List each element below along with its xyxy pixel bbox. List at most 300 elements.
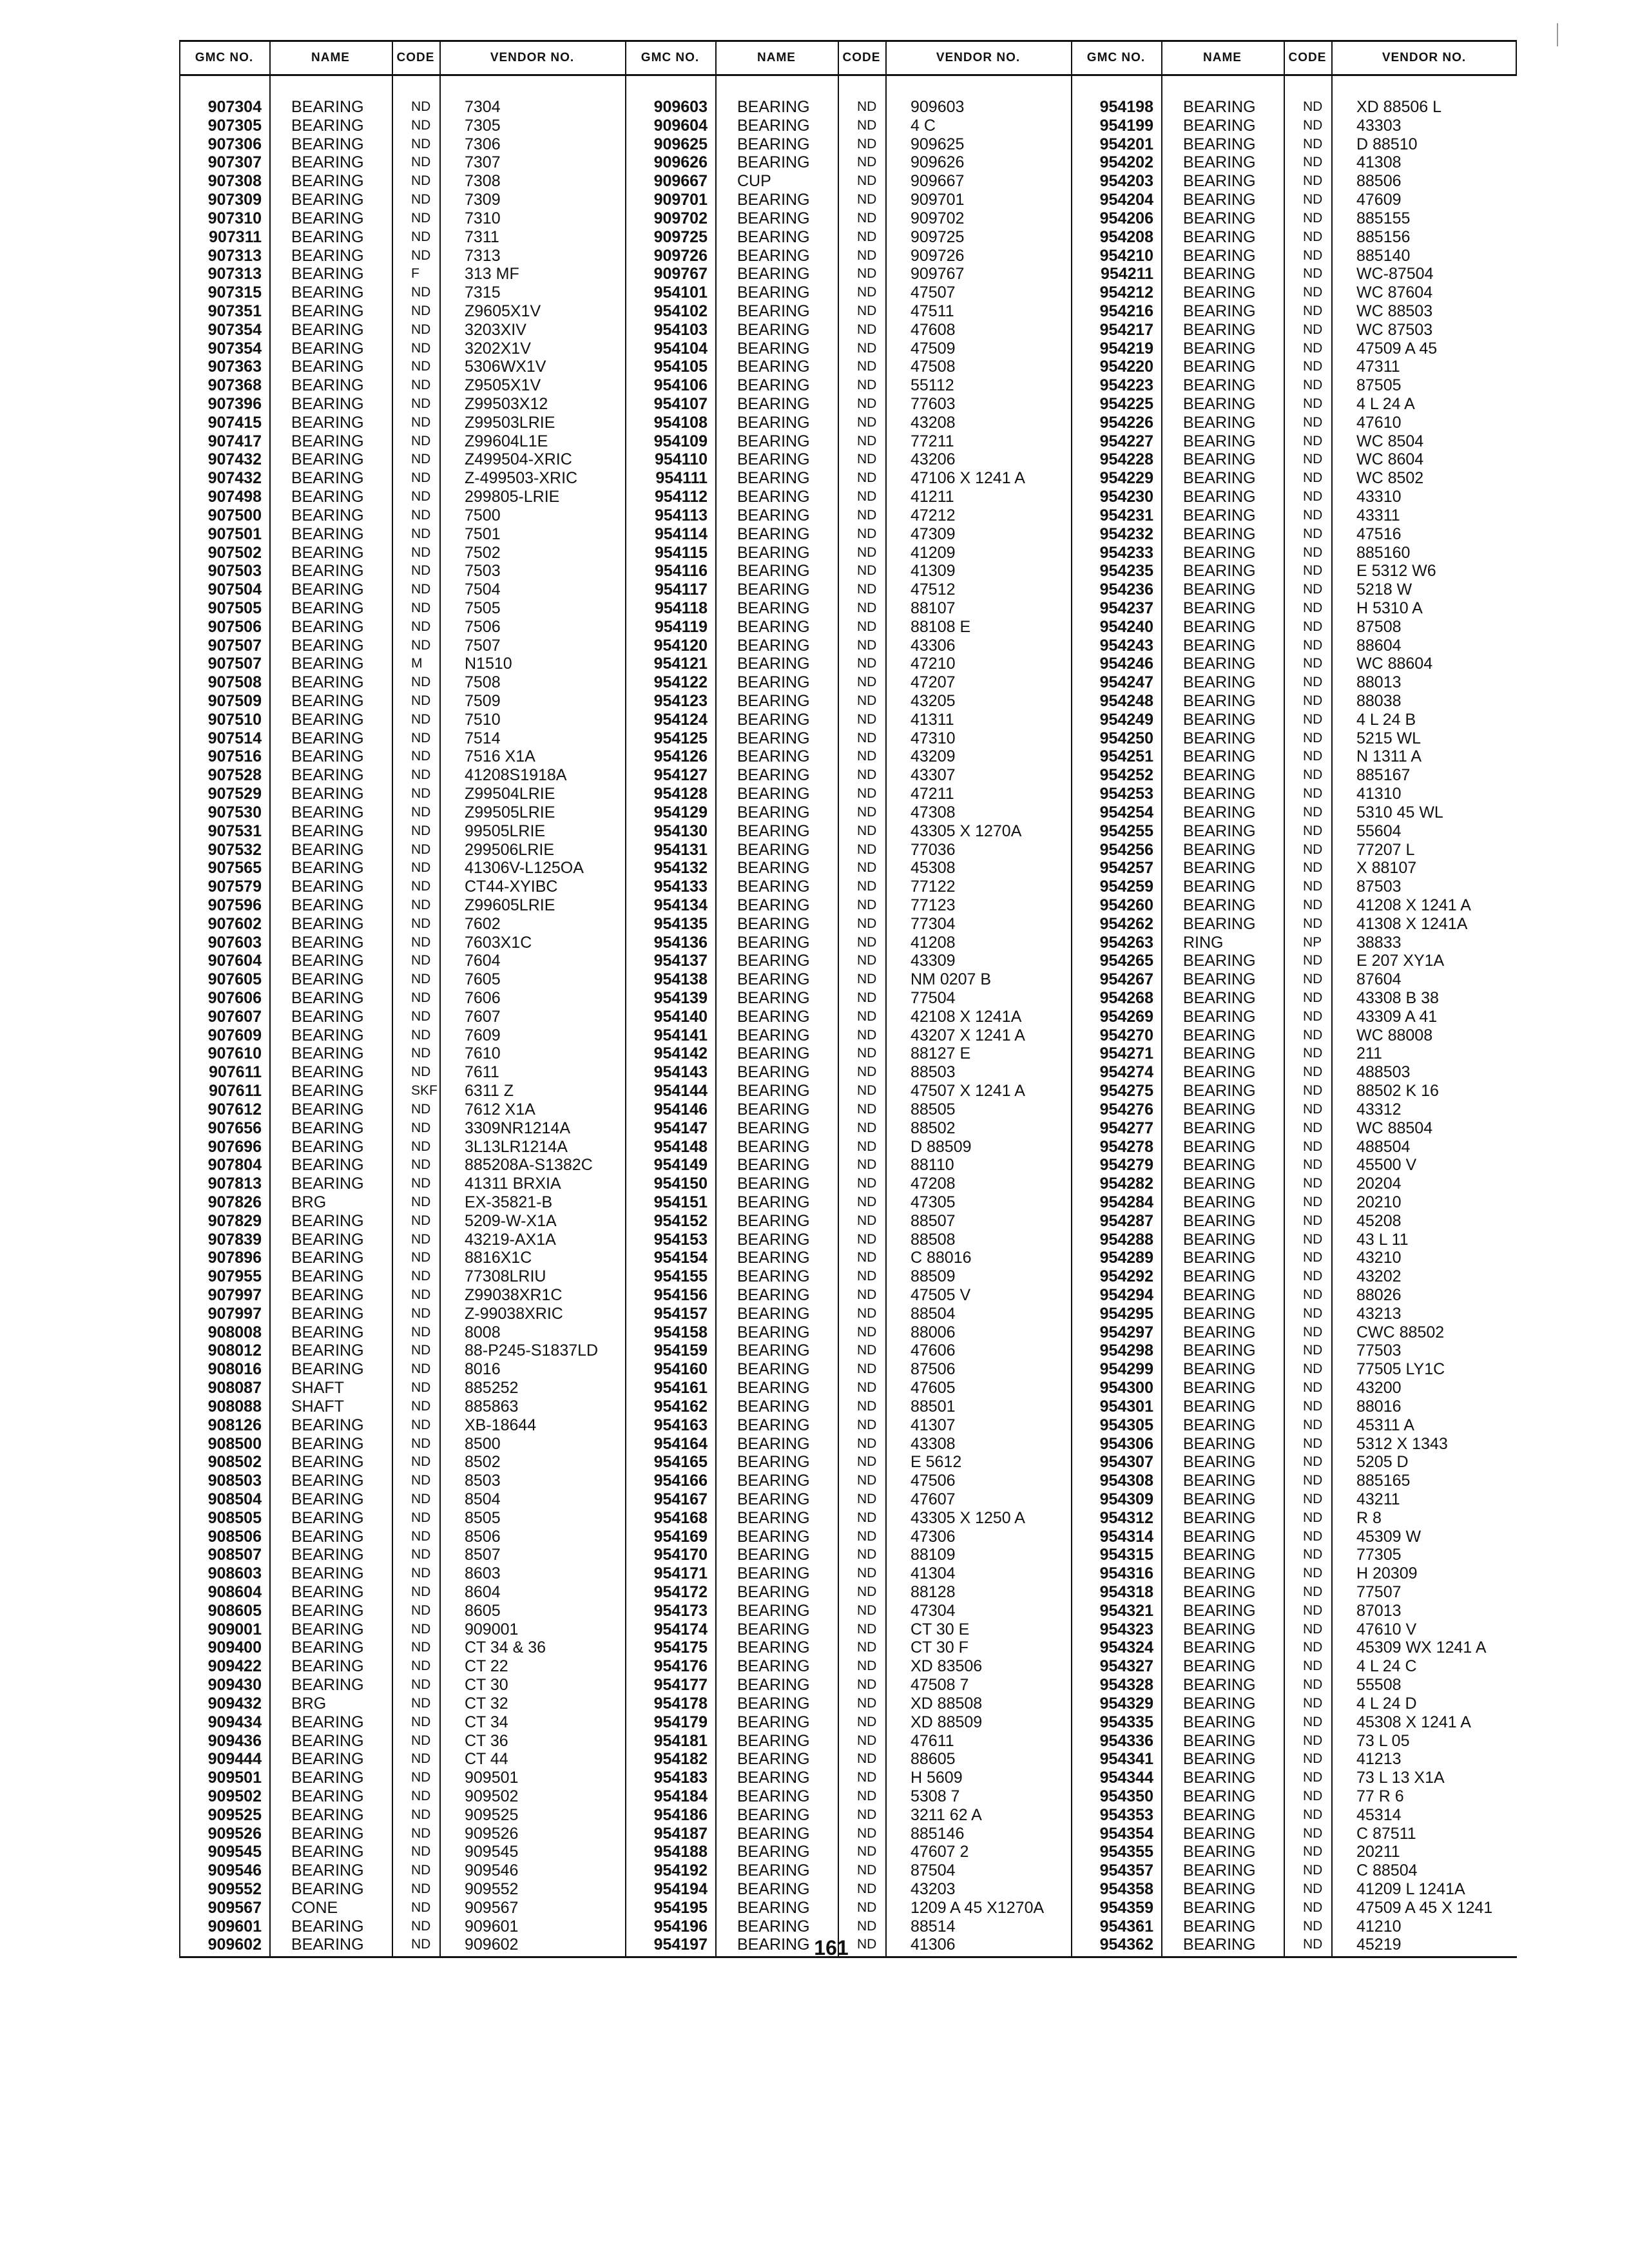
gmc-number: 908505 [207,1508,262,1527]
gmc-number: 954223 [1099,376,1153,395]
gmc-number: 954139 [653,989,708,1007]
vendor-code: ND [857,823,877,838]
part-name: BEARING [737,1787,810,1805]
part-name: BEARING [1183,265,1256,284]
vendor-code: ND [411,1269,431,1284]
part-name: BEARING [737,1769,810,1787]
vendor-code: ND [857,1602,877,1618]
vendor-code: ND [411,1844,431,1860]
table-row [179,1639,625,1657]
vendor-code: ND [857,1881,877,1896]
vendor-number: 45314 [1356,1805,1402,1824]
header-code-3: CODE [1288,51,1327,64]
gmc-number: 907596 [207,896,262,914]
part-name: BEARING [737,1119,810,1137]
gmc-number: 954268 [1099,989,1153,1007]
gmc-number: 954301 [1099,1397,1153,1416]
table-row [1071,915,1517,934]
vendor-number: 7311 [465,227,499,246]
vendor-code: ND [1303,452,1323,467]
vendor-number: 5218 W [1356,581,1412,599]
vendor-number: 88501 [911,1397,956,1416]
vendor-code: ND [857,1733,877,1748]
part-name: BEARING [737,747,810,766]
vendor-code: ND [1303,1120,1323,1135]
table-row [179,1546,625,1564]
table-row [1071,340,1517,358]
table-row [625,1044,1071,1063]
part-name: BEARING [1183,1341,1256,1360]
part-name: BEARING [1183,1323,1256,1341]
part-name: BEARING [737,989,810,1007]
vendor-number: 43308 B 38 [1356,989,1439,1007]
vendor-code: ND [857,192,877,207]
vendor-number: 45500 V [1356,1156,1417,1175]
table-row [625,1564,1071,1583]
gmc-number: 954138 [653,970,708,989]
vendor-code: ND [857,322,877,337]
vendor-number: 41208 [911,933,956,952]
part-name: BEARING [291,692,364,710]
vendor-number: 5209-W-X1A [465,1211,557,1230]
gmc-number: 954312 [1099,1508,1153,1527]
gmc-number: 954309 [1099,1490,1153,1508]
part-name: BEARING [1183,1175,1256,1193]
gmc-number: 909552 [207,1880,262,1898]
gmc-number: 954130 [653,822,708,840]
part-name: BEARING [737,1211,810,1230]
vendor-code: ND [857,619,877,634]
table-row [1071,1323,1517,1342]
gmc-number: 954212 [1099,284,1153,302]
vendor-number: CT44-XYIBC [465,878,558,896]
gmc-number: 909525 [207,1805,262,1824]
part-name: BEARING [737,1397,810,1416]
vendor-number: 7609 [465,1026,501,1044]
part-name: BEARING [737,1007,810,1026]
vendor-number: 55604 [1356,822,1402,840]
vendor-number: 7313 [465,246,501,265]
gmc-number: 909604 [653,116,708,135]
vendor-number: 88505 [911,1100,956,1119]
table-row [1071,1936,1517,1954]
gmc-number: 954152 [653,1211,708,1230]
gmc-number: 954252 [1099,766,1153,785]
part-name: BEARING [737,1861,810,1880]
vendor-code: ND [411,749,431,764]
vendor-number: 1209 A 45 X1270A [911,1898,1045,1917]
gmc-number: 954120 [653,636,708,655]
vendor-number: 47610 V [1356,1620,1417,1639]
table-row [179,544,625,562]
vendor-code: ND [1303,675,1323,690]
table-row [1071,1008,1517,1026]
vendor-code: ND [411,637,431,653]
vendor-number: WC 8502 [1356,469,1424,488]
vendor-number: 7516 X1A [465,747,535,766]
gmc-number: 954136 [653,933,708,952]
table-row [1071,1360,1517,1379]
header-gmc-no-1: GMC NO. [195,51,254,64]
vendor-code: ND [411,804,431,820]
part-name: BEARING [1183,562,1256,581]
vendor-number: 45311 A [1356,1416,1414,1434]
vendor-number: 7305 [465,116,501,135]
table-row [179,1490,625,1509]
part-name: BEARING [1183,320,1256,339]
gmc-number: 954111 [655,469,708,488]
vendor-number: 43219-AX1A [465,1230,556,1249]
vendor-code: ND [411,359,431,374]
vendor-number: 47309 [911,524,956,543]
part-name: BEARING [737,506,810,524]
vendor-code: ND [857,544,877,560]
vendor-number: 88514 [911,1917,956,1936]
gmc-number: 954122 [653,673,708,692]
vendor-number: Z9505X1V [465,376,541,395]
vendor-number: 7505 [465,599,501,617]
vendor-code: ND [411,322,431,337]
part-name: BEARING [291,1880,364,1898]
vendor-code: ND [1303,972,1323,987]
table-row [625,1787,1071,1806]
gmc-number: 907313 [207,246,262,265]
part-name: BEARING [1183,1360,1256,1379]
vendor-number: 77036 [911,840,956,859]
table-row [179,135,625,154]
vendor-number: 7508 [465,673,501,692]
table-row [625,747,1071,766]
vendor-code: ND [411,1714,431,1729]
gmc-number: 907955 [207,1267,262,1286]
gmc-number: 954227 [1099,432,1153,450]
table-row [1071,544,1517,562]
table-row [179,1212,625,1231]
part-name: BEARING [1183,209,1256,227]
vendor-code: ND [411,1046,431,1061]
table-row [179,729,625,748]
part-name: BEARING [1183,617,1256,636]
part-name: BEARING [737,970,810,989]
vendor-number: 47210 [911,655,956,673]
table-row [625,1490,1071,1509]
table-row [1071,1156,1517,1175]
gmc-number: 954107 [653,395,708,413]
vendor-number: 88508 [911,1230,956,1249]
table-row [1071,1231,1517,1249]
table-row [179,1602,625,1620]
table-row [1071,469,1517,488]
vendor-number: 41307 [911,1416,956,1434]
vendor-code: ND [411,1064,431,1080]
vendor-number: 45308 X 1241 A [1356,1713,1471,1731]
part-name: BEARING [1183,710,1256,729]
vendor-number: 77603 [911,395,956,413]
gmc-number: 954316 [1099,1564,1153,1583]
table-row [179,1620,625,1639]
gmc-number: 954295 [1099,1304,1153,1323]
table-row [179,599,625,618]
table-row [1071,172,1517,191]
vendor-code: ND [857,1027,877,1043]
vendor-code: ND [857,1269,877,1284]
part-name: BEARING [1183,1063,1256,1082]
part-name: BEARING [291,1601,364,1620]
table-row [179,506,625,525]
gmc-number: 954151 [653,1193,708,1211]
vendor-number: 43 L 11 [1356,1230,1409,1249]
vendor-code: ND [857,359,877,374]
gmc-number: 907417 [207,432,262,450]
part-name: BEARING [737,710,810,729]
vendor-code: ND [857,1064,877,1080]
vendor-number: WC 88008 [1356,1026,1433,1044]
table-row [625,1323,1071,1342]
vendor-number: 45309 WX 1241 A [1356,1639,1487,1657]
vendor-code: ND [411,1250,431,1265]
vendor-code: ND [1303,1844,1323,1860]
table-row [179,1100,625,1119]
gmc-number: 907363 [207,358,262,376]
gmc-number: 954329 [1099,1694,1153,1713]
table-row [1071,376,1517,395]
table-row [625,841,1071,860]
gmc-number: 954262 [1099,914,1153,933]
table-row [1071,1806,1517,1825]
vendor-code: ND [857,1677,877,1693]
part-name: BEARING [737,1917,810,1936]
gmc-number: 909626 [653,153,708,172]
gmc-number: 907656 [207,1119,262,1137]
part-name: BEARING [737,320,810,339]
table-row [1071,1416,1517,1435]
gmc-number: 954282 [1099,1175,1153,1193]
gmc-number: 954294 [1099,1286,1153,1304]
table-row [1071,1750,1517,1769]
vendor-code: ND [857,1825,877,1841]
part-name: BEARING [291,1657,364,1676]
vendor-number: Z99604L1E [465,432,548,450]
table-row [179,952,625,970]
vendor-number: 909502 [465,1787,519,1805]
gmc-number: 954235 [1099,562,1153,581]
vendor-code: ND [411,285,431,300]
part-name: BEARING [1183,1453,1256,1472]
part-name: BEARING [1183,1286,1256,1304]
part-name: BEARING [1183,785,1256,803]
vendor-code: F [411,266,419,282]
part-name: BEARING [291,952,364,970]
gmc-number: 907813 [207,1175,262,1193]
vendor-code: ND [411,1120,431,1135]
gmc-number: 909545 [207,1843,262,1861]
vendor-code: ND [411,1863,431,1878]
gmc-number: 908012 [207,1341,262,1360]
column-block-1 [179,98,625,1954]
vendor-code: ND [857,563,877,579]
table-row [179,692,625,711]
vendor-code: ND [1303,1008,1323,1024]
vendor-code: ND [1303,1825,1323,1841]
part-name: BEARING [1183,1898,1256,1917]
table-row [179,358,625,376]
gmc-number: 954127 [653,766,708,785]
vendor-number: 4 L 24 A [1356,395,1415,413]
vendor-code: ND [1303,192,1323,207]
table-row [179,1435,625,1454]
vendor-number: 45308 [911,859,956,878]
vendor-number: Z499504-XRIC [465,450,572,469]
gmc-number: 907432 [207,450,262,469]
gmc-number: 908507 [207,1546,262,1564]
vendor-number: 47508 7 [911,1676,969,1695]
vendor-code: ND [411,897,431,912]
part-name: BEARING [737,1304,810,1323]
vendor-number: 47610 [1356,413,1402,432]
vendor-code: ND [857,1361,877,1377]
gmc-number: 907510 [207,710,262,729]
vendor-code: ND [1303,619,1323,634]
vendor-number: Z99505LRIE [465,803,555,822]
part-name: BEARING [291,581,364,599]
vendor-code: ND [857,804,877,820]
part-name: BEARING [291,1156,364,1175]
vendor-number: 55112 [911,376,954,395]
gmc-number: 954271 [1099,1044,1153,1063]
vendor-code: ND [1303,953,1323,968]
table-row [179,1193,625,1212]
vendor-code: ND [1303,1305,1323,1321]
vendor-number: 77505 LY1C [1356,1360,1445,1379]
table-row [1071,1880,1517,1899]
gmc-number: 907604 [207,952,262,970]
vendor-code: ND [857,136,877,151]
table-row [1071,191,1517,209]
vendor-code: ND [411,1621,431,1637]
gmc-number: 907368 [207,376,262,395]
gmc-number: 909444 [207,1750,262,1769]
part-name: BEARING [291,785,364,803]
gmc-number: 907308 [207,172,262,191]
vendor-number: 38833 [1356,933,1402,952]
gmc-number: 907609 [207,1026,262,1044]
part-name: BEARING [1183,450,1256,469]
table-row [625,209,1071,228]
vendor-number: 4 L 24 B [1356,710,1416,729]
gmc-number: 907500 [207,506,262,524]
vendor-code: ND [411,1305,431,1321]
table-row [1071,711,1517,729]
vendor-number: 7612 X1A [465,1100,535,1119]
part-name: BEARING [291,265,364,284]
vendor-code: ND [857,1937,877,1952]
table-row [625,450,1071,469]
vendor-number: 7309 [465,191,501,209]
part-name: BEARING [291,1453,364,1472]
vendor-code: ND [1303,1473,1323,1488]
vendor-number: 47608 [911,320,956,339]
gmc-number: 954192 [653,1861,708,1880]
part-name: BEARING [1183,1694,1256,1713]
header-code-2: CODE [842,51,881,64]
vendor-number: D 88510 [1356,135,1418,153]
vendor-number: 43208 [911,413,956,432]
table-row [179,1026,625,1045]
vendor-code: ND [411,990,431,1005]
vendor-code: ND [1303,1454,1323,1470]
vendor-code: ND [411,489,431,505]
gmc-number: 954175 [653,1639,708,1657]
part-name: BEARING [737,395,810,413]
table-row [625,896,1071,915]
table-row [625,1695,1071,1713]
vendor-number: 5310 45 WL [1356,803,1443,822]
part-name: BEARING [291,1472,364,1490]
table-row [625,1472,1071,1490]
vendor-code: ND [1303,656,1323,671]
table-row [625,1620,1071,1639]
table-row [1071,1267,1517,1286]
table-row [625,1341,1071,1360]
table-row [179,859,625,878]
vendor-number: 885155 [1356,209,1411,227]
table-row [179,1843,625,1861]
part-name: BEARING [291,766,364,785]
table-row [1071,1212,1517,1231]
vendor-number: 43312 [1356,1100,1402,1119]
table-row [625,1286,1071,1305]
gmc-number: 954240 [1099,617,1153,636]
part-name: BEARING [1183,1119,1256,1137]
vendor-number: 909702 [911,209,965,227]
vendor-number: 909601 [465,1917,519,1936]
vendor-code: ND [411,117,431,133]
vendor-code: ND [1303,916,1323,931]
gmc-number: 954203 [1099,172,1153,191]
table-row [1071,135,1517,154]
gmc-number: 909602 [207,1936,262,1954]
part-name: BEARING [1183,822,1256,840]
table-row [1071,822,1517,841]
part-name: BEARING [1183,1620,1256,1639]
part-name: BEARING [291,729,364,747]
table-row [179,711,625,729]
table-row [1071,1899,1517,1917]
vendor-number: 20204 [1356,1175,1402,1193]
gmc-number: 954354 [1099,1824,1153,1843]
gmc-number: 907506 [207,617,262,636]
table-row [179,117,625,135]
column-block-3 [1071,98,1517,1954]
part-name: BEARING [1183,1100,1256,1119]
table-row [1071,228,1517,247]
vendor-code: ND [411,544,431,560]
vendor-code: ND [1303,1194,1323,1209]
table-row [1071,1825,1517,1843]
table-row [625,692,1071,711]
vendor-number: 43200 [1356,1379,1402,1398]
vendor-code: ND [857,1491,877,1506]
table-row [179,1583,625,1602]
gmc-number: 907415 [207,413,262,432]
gmc-number: 954251 [1099,747,1153,766]
gmc-number: 954278 [1099,1137,1153,1156]
table-row [625,1453,1071,1472]
vendor-code: ND [1303,1566,1323,1581]
part-name: BEARING [1183,1564,1256,1583]
table-row [625,1806,1071,1825]
part-name: BEARING [737,878,810,896]
